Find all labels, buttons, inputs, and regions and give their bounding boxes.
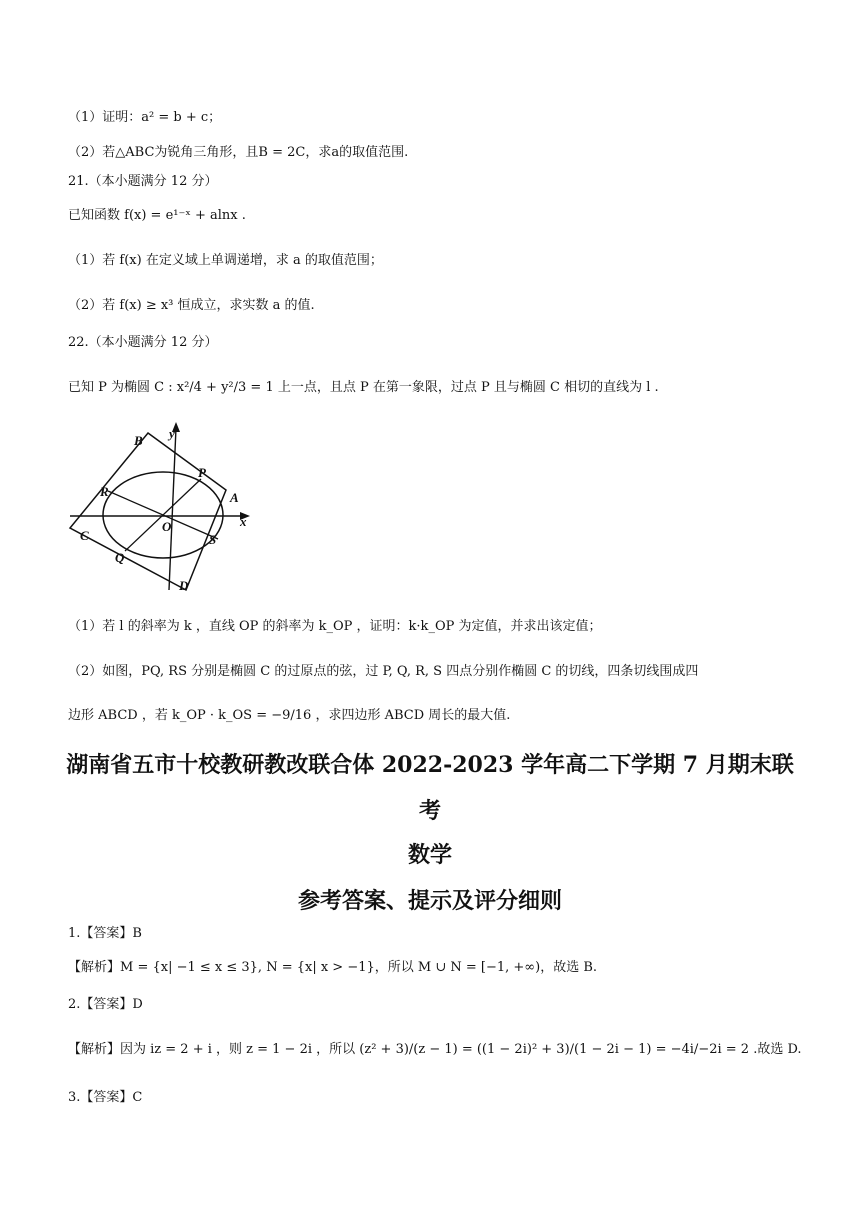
- answer-1-analysis: 【解析】M = {x| −1 ≤ x ≤ 3}, N = {x| x > −1}，所以 M ∪ N = [−1, +∞)，故选 B.: [68, 960, 598, 975]
- label-x: x: [240, 514, 247, 529]
- answers-subtitle: 参考答案、提示及评分细则: [297, 888, 562, 914]
- ellipse-tangent-figure: [68, 420, 258, 596]
- p22-part1: （1）若 l 的斜率为 k ，直线 OP 的斜率为 k_OP ，证明：k·k_OP 为定值，并求出该定值；: [68, 619, 602, 634]
- answer-1-label: 1.【答案】B: [68, 926, 142, 941]
- p21-intro: 已知函数 f(x) = e¹⁻ˣ + alnx .: [68, 208, 246, 223]
- label-r: R: [100, 484, 109, 499]
- answer-3-label: 3.【答案】C: [68, 1090, 143, 1105]
- page-title-line1: 湖南省五市十校教研教改联合体 2022-2023 学年高二下学期 7 月期末联: [66, 752, 794, 778]
- p22-intro: 已知 P 为椭圆 C : x²/4 + y²/3 = 1 上一点，且点 P 在第一象限，过点 P 且与椭圆 C 相切的直线为 l .: [68, 380, 659, 395]
- label-q: Q: [115, 550, 125, 565]
- label-c: C: [80, 528, 89, 543]
- p21-part1: （1）若 f(x) 在定义域上单调递增，求 a 的取值范围；: [68, 253, 383, 268]
- p21-header: 21.（本小题满分 12 分）: [68, 174, 218, 189]
- p20-part1: （1）证明：a² = b + c；: [68, 110, 222, 125]
- label-b: B: [134, 433, 143, 448]
- label-s: S: [209, 532, 217, 547]
- p22-part2-line2: 边形 ABCD ，若 k_OP · k_OS = −9/16 ，求四边形 ABCD 周长的最大值.: [68, 708, 511, 723]
- label-o: O: [162, 519, 172, 534]
- subject-heading: 数学: [407, 842, 452, 868]
- p22-header: 22.（本小题满分 12 分）: [68, 335, 218, 350]
- label-d: D: [179, 578, 189, 593]
- label-y: y: [169, 426, 175, 441]
- label-a: A: [230, 490, 239, 505]
- page-title-line2: 考: [418, 798, 441, 824]
- answer-2-analysis: 【解析】因为 iz = 2 + i ，则 z = 1 − 2i ，所以 (z² + 3)/(z − 1) = ((1 − 2i)² + 3)/(1 − 2i − 1) = −4i/−2i = 2 .故选 D.: [68, 1042, 802, 1057]
- p21-part2: （2）若 f(x) ≥ x³ 恒成立，求实数 a 的值.: [68, 298, 315, 313]
- p22-part2-line1: （2）如图，PQ, RS 分别是椭圆 C 的过原点的弦，过 P, Q, R, S 四点分别作椭圆 C 的切线，四条切线围成四: [68, 664, 699, 679]
- label-p: P: [198, 465, 206, 480]
- answer-2-label: 2.【答案】D: [68, 997, 143, 1012]
- quadrilateral-abcd: [70, 433, 226, 590]
- p20-part2: （2）若△ABC为锐角三角形，且B = 2C，求a的取值范围.: [68, 145, 409, 160]
